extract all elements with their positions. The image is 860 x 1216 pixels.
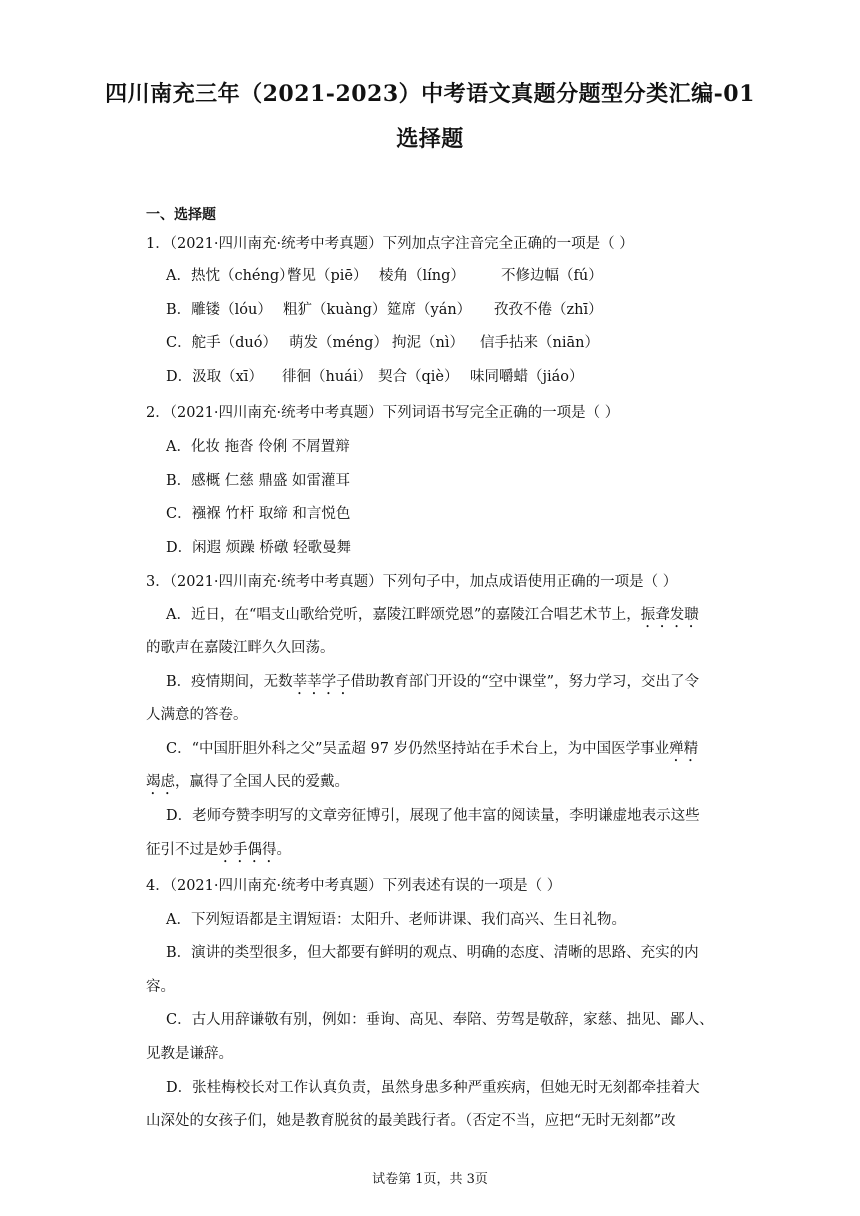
question-1-option-b [166,298,603,319]
question-4-option-b-line2: 容。 [146,979,175,995]
option-item: A．热忱（chéng） [166,268,294,284]
text-run: 借助教育部门开设的“空中课堂”，努力学习，交出了令 [350,674,699,690]
option-item: B．雕镂（lóu） [166,302,272,318]
page-footer: 试卷第 1页，共 3页 [372,1172,488,1187]
dotted-idiom: 竭虑 [146,774,175,790]
option-item: 棱角（líng） [379,268,465,284]
question-2-stem: 2．（2021·四川南充·统考中考真题）下列词语书写完全正确的一项是（ ） [146,405,620,421]
dotted-idiom: 振聋发聩 [640,607,699,623]
question-2-option-a: A．化妆 拖沓 伶俐 不屑置辩 [166,439,350,455]
question-3-option-c-line1 [166,737,698,765]
option-item: D．汲取（xī） [166,369,263,385]
option-item: 信手拈来（niān） [480,335,599,351]
text-run: 征引不过是 [146,842,219,858]
text-run: B．疫情期间，无数 [166,674,293,690]
option-item: 孜孜不倦（zhī） [494,302,603,318]
question-3-option-a-line1 [166,603,699,631]
dotted-idiom: 妙手偶得 [218,842,277,858]
question-4-option-d-line2: 山深处的女孩子们，她是教育脱贫的最美践行者。（否定不当，应把“无时无刻都”改 [146,1113,676,1129]
question-2-option-c: C．襁褓 竹杆 取缔 和言悦色 [166,506,351,522]
text-run: A．近日，在“唱支山歌给党听，嘉陵江畔颂党恩”的嘉陵江合唱艺术节上， [166,607,641,623]
question-3-option-c-line2 [146,770,349,798]
question-1-option-c [166,331,599,352]
option-item: 瞥见（piē） [287,268,368,284]
question-1-stem: 1．（2021·四川南充·统考中考真题）下列加点字注音完全正确的一项是（ ） [146,236,634,252]
option-item: C．舵手（duó） [166,335,277,351]
question-3-option-d-line1: D．老师夸赞李明写的文章旁征博引，展现了他丰富的阅读量，李明谦虚地表示这些 [166,808,700,824]
text-run: C．“中国肝胆外科之父”吴孟超 97 岁仍然坚持站在手术台上，为中国医学事业 [166,741,670,757]
option-item: 不修边幅（fú） [501,268,603,284]
question-1-option-d [166,365,584,386]
question-3-option-a-line2: 的歌声在嘉陵江畔久久回荡。 [146,640,335,656]
question-4-stem: 4．（2021·四川南充·统考中考真题）下列表述有误的一项是（ ） [146,878,562,894]
question-3-option-b-line2: 人满意的答卷。 [146,707,248,723]
question-3-option-b-line1 [166,670,699,698]
question-2-option-b: B．感概 仁慈 鼎盛 如雷灌耳 [166,473,350,489]
text-run: ，赢得了全国人民的爱戴。 [175,774,349,790]
option-item: 拘泥（nì） [392,335,464,351]
option-item: 萌发（méng） [289,335,388,351]
option-item: 粗犷（kuàng） [283,302,387,318]
question-4-option-c-line2: 见教是谦辞。 [146,1046,233,1062]
document-title: 四川南充三年（2021-2023）中考语文真题分题型分类汇编-01 [105,81,755,107]
option-item: 味同嚼蜡（jiáo） [470,369,584,385]
question-3-stem: 3．（2021·四川南充·统考中考真题）下列句子中，加点成语使用正确的一项是（ ） [146,574,678,590]
option-item: 筵席（yán） [387,302,472,318]
question-4-option-d-line1: D．张桂梅校长对工作认真负责，虽然身患多种严重疾病，但她无时无刻都牵挂着大 [166,1080,700,1096]
question-4-option-b-line1: B．演讲的类型很多，但大都要有鲜明的观点、明确的态度、清晰的思路、充实的内 [166,945,699,961]
dotted-idiom: 殚精 [669,741,699,757]
question-4-option-a: A．下列短语都是主谓短语：太阳升、老师讲课、我们高兴、生日礼物。 [166,912,626,928]
dotted-idiom: 莘莘学子 [292,674,351,690]
text-run: 。 [276,842,291,858]
option-item: 契合（qiè） [378,369,459,385]
section-heading: 一、选择题 [146,207,216,223]
document-subtitle: 选择题 [396,126,464,152]
question-2-option-d: D．闲遐 烦躁 桥礅 轻歌曼舞 [166,540,351,556]
question-1-option-a [166,264,603,285]
option-item: 徘徊（huái） [282,369,372,385]
question-3-option-d-line2 [146,838,291,866]
question-4-option-c-line1: C．古人用辞谦敬有别，例如：垂询、高见、奉陪、劳驾是敬辞，家慈、拙见、鄙人、 [166,1012,714,1028]
